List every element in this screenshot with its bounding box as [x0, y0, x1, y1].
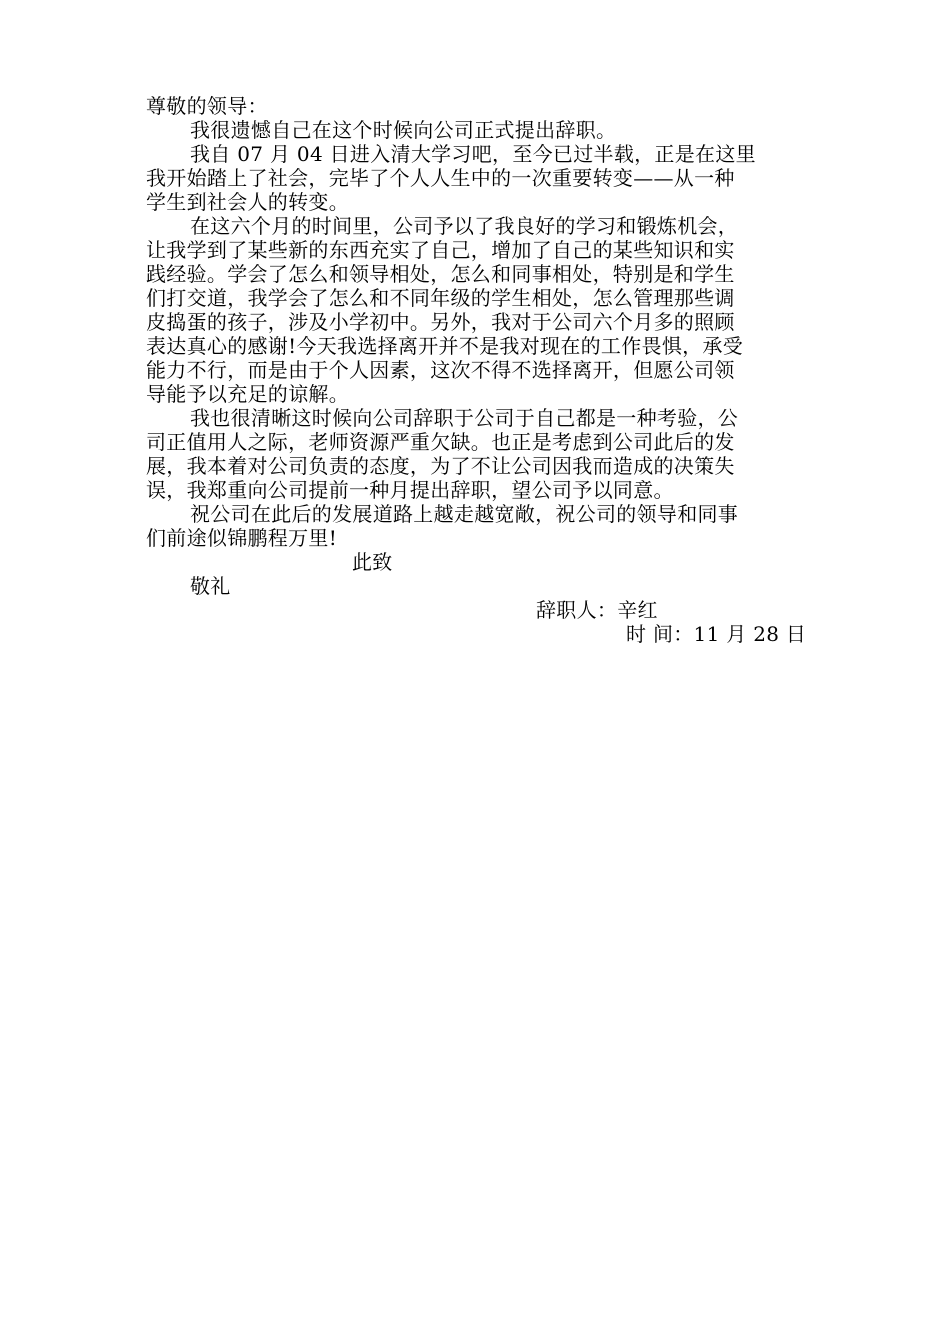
paragraph-line: 皮捣蛋的孩子，涉及小学初中。另外，我对于公司六个月多的照顾: [146, 310, 735, 334]
paragraph-line: 导能予以充足的谅解。: [146, 382, 349, 406]
paragraph-line: 祝公司在此后的发展道路上越走越宽敞，祝公司的领导和同事: [190, 502, 739, 526]
closing-cizhi: 此致: [352, 550, 393, 574]
paragraph-line: 践经验。学会了怎么和领导相处，怎么和同事相处，特别是和学生: [146, 262, 735, 286]
paragraph-line: 学生到社会人的转变。: [146, 190, 349, 214]
closing-jingli: 敬礼: [190, 574, 231, 598]
paragraph-line: 们打交道，我学会了怎么和不同年级的学生相处，怎么管理那些调: [146, 286, 735, 310]
salutation: 尊敬的领导：: [146, 94, 268, 118]
paragraph-line: 我自 07 月 04 日进入清大学习吧，至今已过半载，正是在这里: [190, 142, 756, 166]
paragraph-line: 表达真心的感谢!今天我选择离开并不是我对现在的工作畏惧，承受: [146, 334, 744, 358]
paragraph-line: 司正值用人之际，老师资源严重欠缺。也正是考虑到公司此后的发: [146, 430, 735, 454]
resignation-letter: [146, 94, 808, 646]
paragraph-line: 们前途似锦鹏程万里!: [146, 526, 338, 550]
paragraph-line: 我也很清晰这时候向公司辞职于公司于自己都是一种考验，公: [190, 406, 739, 430]
paragraph-line: 让我学到了某些新的东西充实了自己，增加了自己的某些知识和实: [146, 238, 735, 262]
paragraph-line: 展，我本着对公司负责的态度，为了不让公司因我而造成的决策失: [146, 454, 735, 478]
paragraph-line: 能力不行，而是由于个人因素，这次不得不选择离开，但愿公司领: [146, 358, 735, 382]
signature: 辞职人：辛红: [536, 598, 658, 622]
date-line: 时 间：11 月 28 日: [626, 622, 807, 646]
paragraph-line: 在这六个月的时间里，公司予以了我良好的学习和锻炼机会，: [190, 214, 739, 238]
paragraph-line: 误，我郑重向公司提前一种月提出辞职，望公司予以同意。: [146, 478, 674, 502]
paragraph-line: 我很遗憾自己在这个时候向公司正式提出辞职。: [190, 118, 617, 142]
paragraph-line: 我开始踏上了社会，完毕了个人人生中的一次重要转变——从一种: [146, 166, 735, 190]
